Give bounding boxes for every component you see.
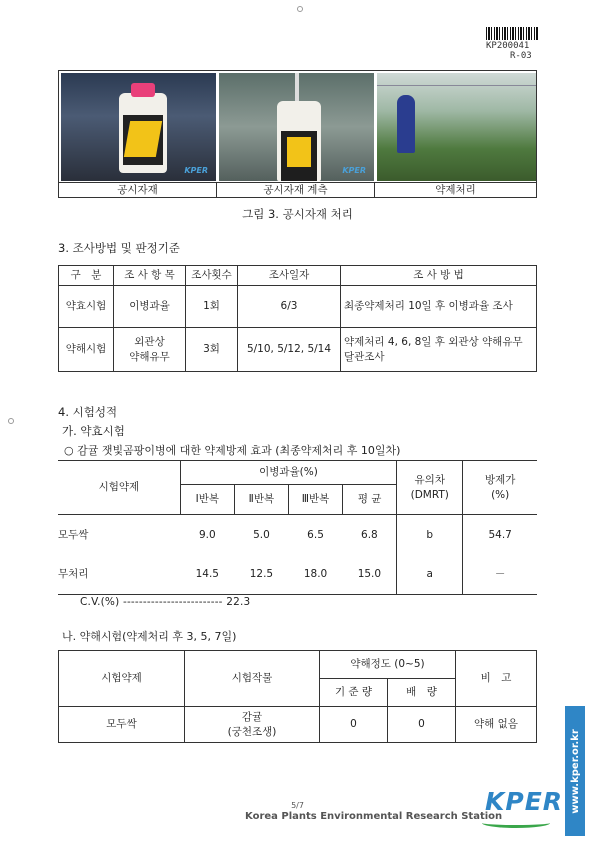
header-phyto-degree: 약해정도 (0~5): [320, 651, 456, 679]
cell-name: 모두싹: [58, 515, 180, 555]
cell: 14.5: [180, 555, 234, 595]
header-significance: 유의차 (DMRT): [397, 461, 463, 515]
caption-row: [59, 182, 536, 197]
header-item: 조 사 항 목: [114, 266, 186, 286]
header-double-dose: 배 량: [388, 679, 456, 707]
header-rep2: Ⅱ반복: [234, 485, 288, 515]
cell: 5.0: [234, 515, 288, 555]
cell: 감귤 (궁천조생): [185, 707, 320, 743]
cell: 약효시험: [59, 286, 114, 328]
person-spraying: [397, 95, 415, 153]
page-number: 5/7: [291, 801, 304, 810]
section-4-title: 4. 시험성적: [58, 405, 118, 419]
punch-hole-top: [297, 6, 303, 12]
cell: 모두싹: [59, 707, 185, 743]
cell: 0: [320, 707, 388, 743]
website-text: www.kper.or.kr: [569, 728, 581, 814]
cell: －: [463, 555, 537, 595]
cell: a: [397, 555, 463, 595]
header-standard-dose: 기 준 량: [320, 679, 388, 707]
header-note: 비 고: [456, 651, 537, 707]
cv-value: 22.3: [226, 596, 251, 608]
cell: 3회: [186, 328, 238, 372]
subsection-a-title: 가. 약효시험: [62, 424, 125, 438]
document-code: KP200041: [486, 41, 530, 51]
revision-code: R-03: [510, 51, 532, 61]
table-row: [59, 286, 537, 328]
photo-watermark: KPER: [342, 166, 366, 175]
header-date: 조사일자: [238, 266, 341, 286]
barcode: [486, 27, 538, 40]
pesticide-bottle: [119, 93, 167, 173]
cell: 최종약제처리 10일 후 이병과율 조사: [341, 286, 537, 328]
cell: 약제처리 4, 6, 8일 후 외관상 약해유무 달관조사: [341, 328, 537, 372]
header-treatment: 시험약제: [58, 461, 180, 515]
survey-method-table: [58, 265, 537, 372]
phytotoxicity-table: [58, 650, 537, 743]
website-link[interactable]: [565, 706, 585, 836]
header-infection-rate: 이병과율(%): [180, 461, 396, 485]
header-crop: 시험작물: [185, 651, 320, 707]
efficacy-table: [58, 460, 537, 595]
header-method: 조 사 방 법: [341, 266, 537, 286]
photo-material-measurement: [219, 73, 374, 181]
subsection-a-note: ○ 감귤 잿빛곰팡이병에 대한 약제방제 효과 (최종약제처리 후 10일차): [64, 444, 401, 457]
table-row: [58, 515, 537, 555]
cell-name: 무처리: [58, 555, 180, 595]
figure-title: 그림 3. 공시자재 처리: [242, 207, 353, 221]
cell: b: [397, 515, 463, 555]
cell: 0: [388, 707, 456, 743]
cv-label: C.V.(%): [80, 596, 120, 608]
cell: 1회: [186, 286, 238, 328]
photo-spray-treatment: [377, 73, 536, 181]
cell: 이병과율: [114, 286, 186, 328]
header-control-value: 방제가 (%): [463, 461, 537, 515]
header-count: 조사횟수: [186, 266, 238, 286]
photo-test-material: [61, 73, 216, 181]
cell: 6.5: [288, 515, 342, 555]
header-rep1: Ⅰ반복: [180, 485, 234, 515]
header-division: 구 분: [59, 266, 114, 286]
table-row: [59, 328, 537, 372]
cell: 15.0: [343, 555, 397, 595]
header-treatment: 시험약제: [59, 651, 185, 707]
cv-line: [80, 596, 250, 608]
caption-2: 공시자재 계측: [217, 183, 375, 198]
caption-1: 공시자재: [59, 183, 217, 198]
header-average: 평 균: [343, 485, 397, 515]
logo-swoosh: [482, 818, 550, 828]
cv-dashes: -------------------------: [122, 596, 223, 608]
cell: 외관상 약해유무: [114, 328, 186, 372]
section-3-title: 3. 조사방법 및 판정기준: [58, 241, 180, 255]
subsection-b-title: 나. 약해시험(약제처리 후 3, 5, 7일): [62, 630, 237, 643]
station-name: Korea Plants Environmental Research Station: [245, 811, 503, 822]
photo-figure: [58, 70, 537, 198]
punch-hole-left: [8, 418, 14, 424]
cell: 54.7: [463, 515, 537, 555]
photo-watermark: KPER: [184, 166, 208, 175]
table-row: [59, 707, 537, 743]
cell: 6.8: [343, 515, 397, 555]
cell: 약해 없음: [456, 707, 537, 743]
kper-logo: KPER: [485, 787, 564, 816]
header-rep3: Ⅲ반복: [288, 485, 342, 515]
pesticide-bottle-open: [277, 101, 321, 181]
cell: 5/10, 5/12, 5/14: [238, 328, 341, 372]
cell: 6/3: [238, 286, 341, 328]
cell: 9.0: [180, 515, 234, 555]
table-row: [58, 555, 537, 595]
cell: 약해시험: [59, 328, 114, 372]
caption-3: 약제처리: [435, 184, 476, 196]
cell: 18.0: [288, 555, 342, 595]
cell: 12.5: [234, 555, 288, 595]
